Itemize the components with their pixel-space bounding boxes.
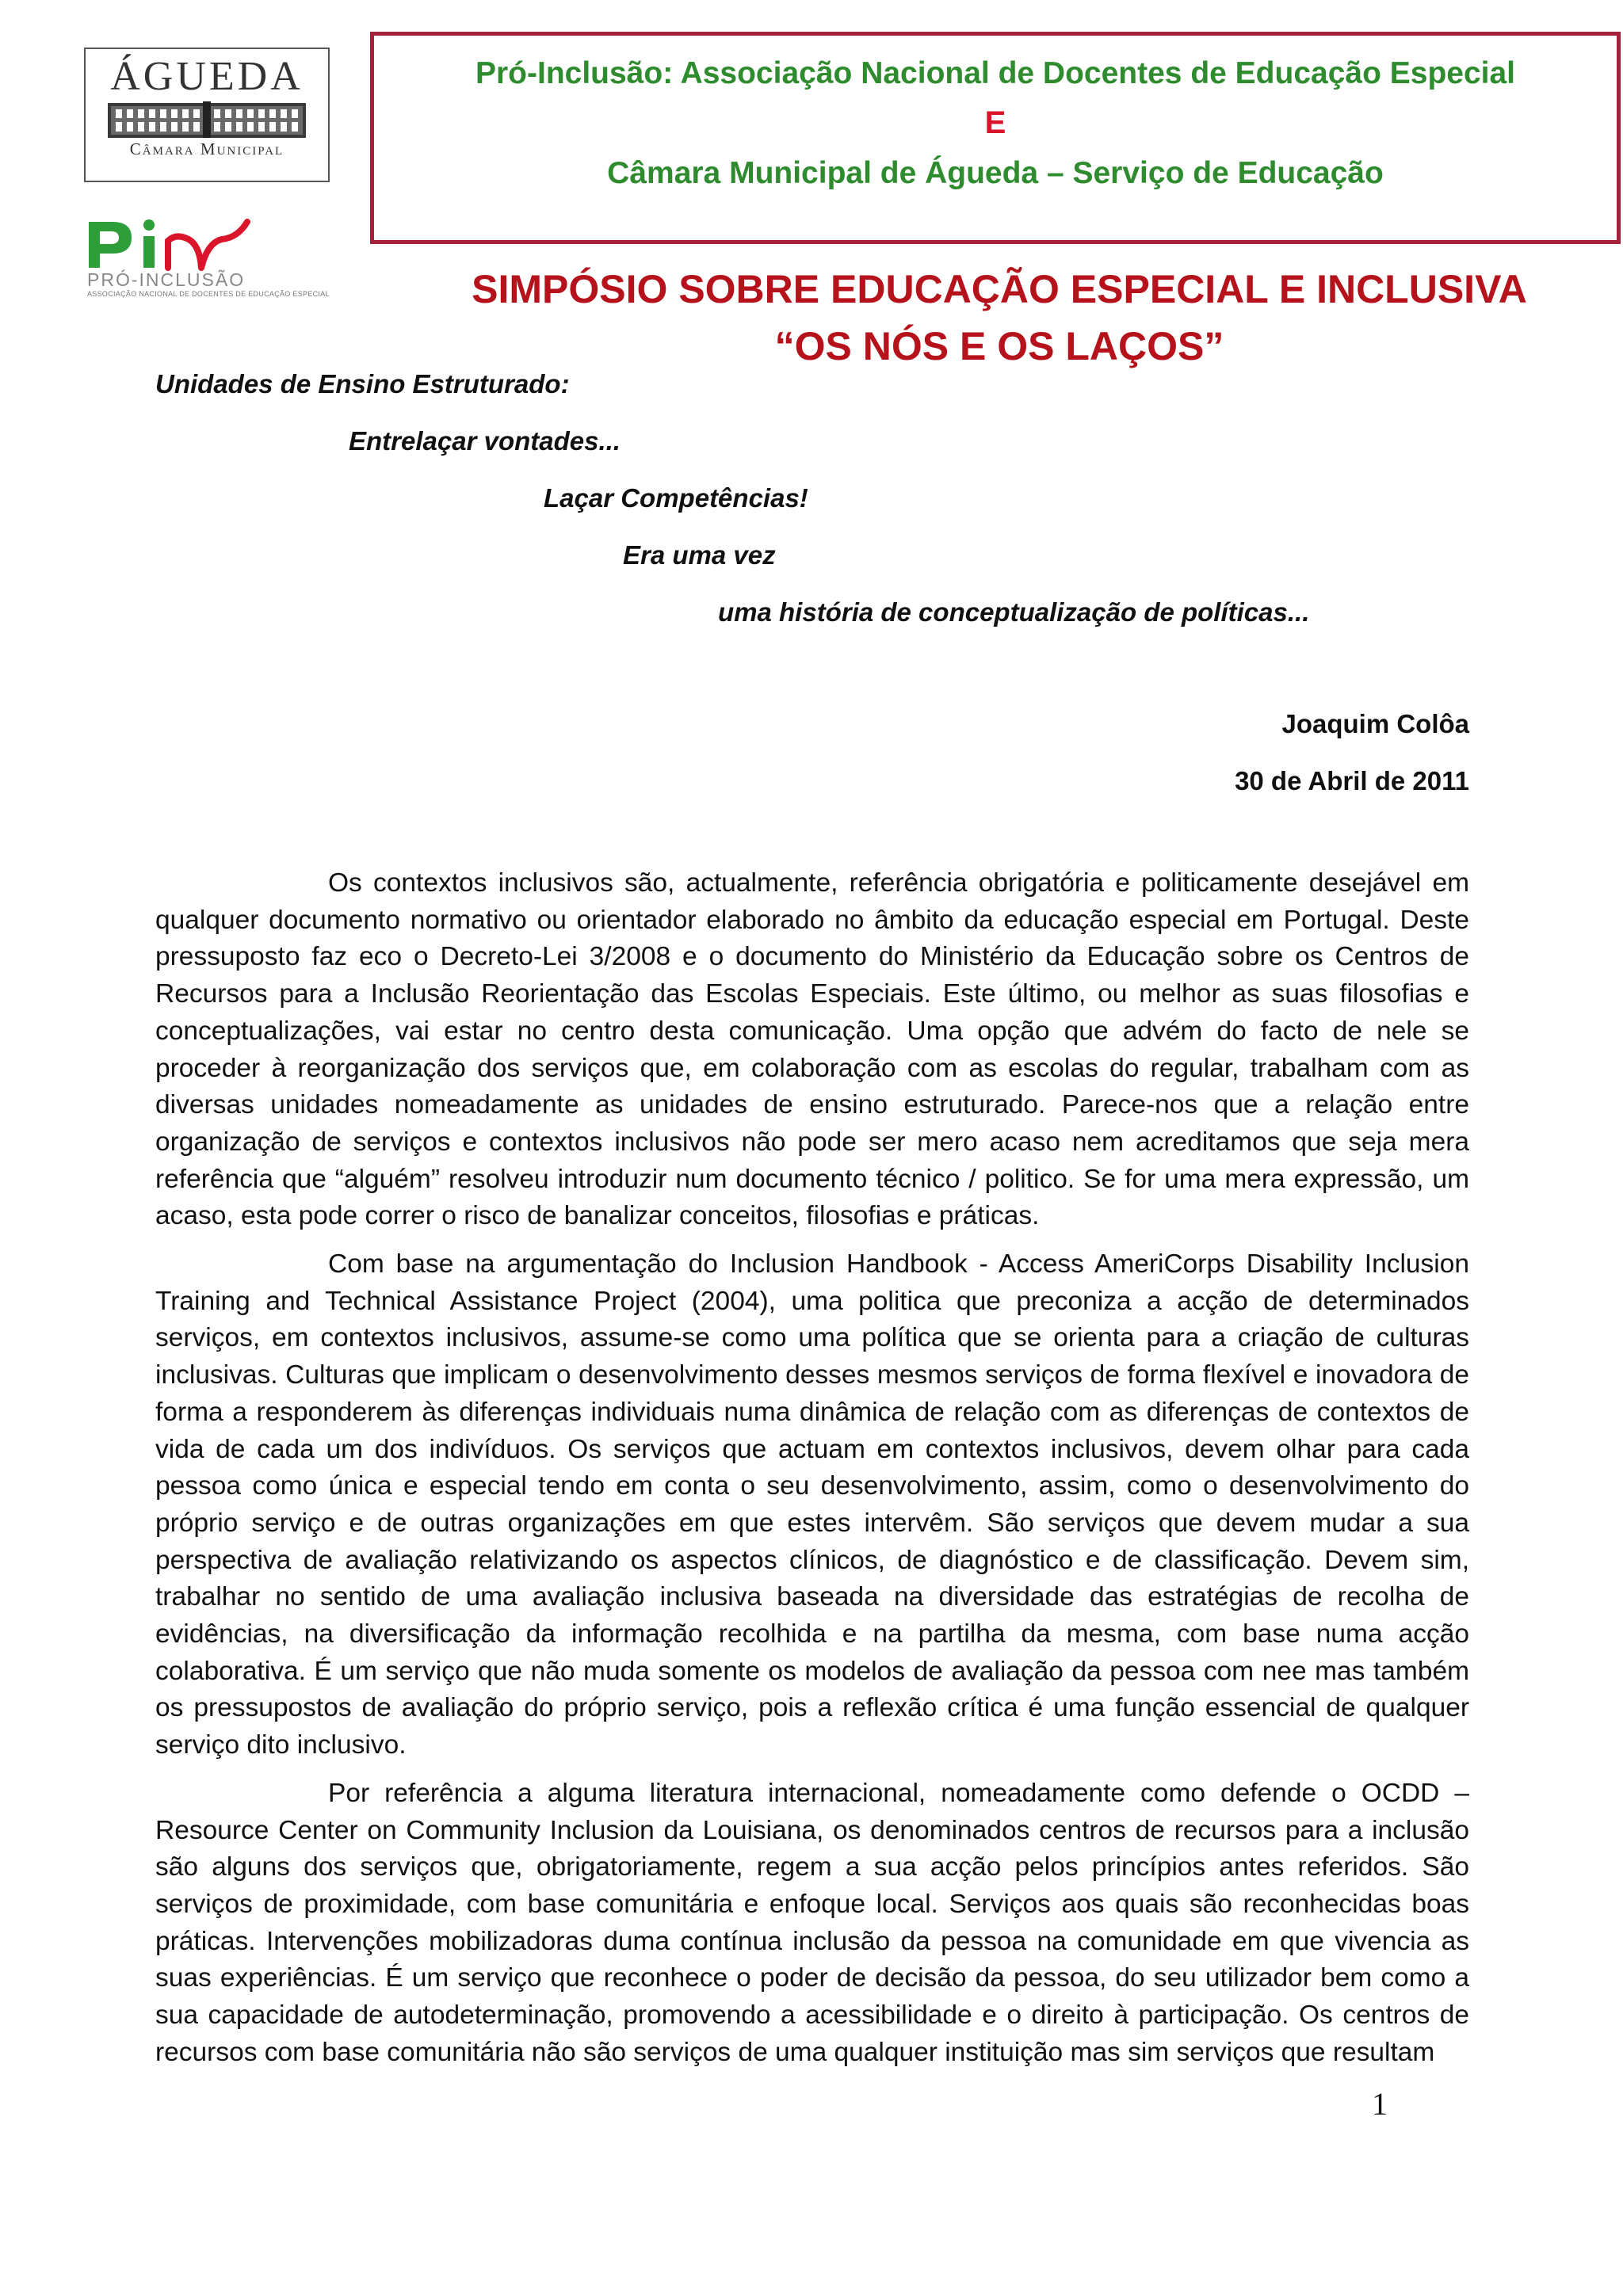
header-line-e: E: [984, 105, 1006, 140]
pro-inclusao-logo: [82, 215, 384, 303]
agueda-logo-name: ÁGUEDA: [110, 54, 304, 99]
header-line-pro-inclusao: Pró-Inclusão: Associação Nacional de Docentes de Educação Especial: [475, 56, 1516, 90]
poem-line-2: Entrelaçar vontades...: [349, 426, 621, 456]
symposium-title: SIMPÓSIO SOBRE EDUCAÇÃO ESPECIAL E INCLUSIVA: [472, 267, 1527, 311]
symposium-subtitle: “OS NÓS E OS LAÇOS”: [774, 324, 1224, 368]
paragraph: Por referência a alguma literatura internacional, nomeadamente como defende o OCDD – Resource Center on Community Inclusion da Louisiana, os denominados centros de recursos para a inclusão são alguns dos serviços que, obrigatoriamente, regem a sua acção pelos princípios antes referidos. São serviços de proximidade, com base comunitária e enfoque local. Serviços aos quais são reconhecidas boas práticas. Intervenções mobilizadoras duma contínua inclusão da pessoa na comunidade em que vivencia as suas experiências. É um serviço que reconhece o poder de decisão da pessoa, do seu utilizador bem como a sua capacidade de autodeterminação, promovendo a acessibilidade e o direito à participação. Os centros de recursos com base comunitária não são serviços de uma qualquer instituição mas sim serviços que resultam: [155, 1778, 1469, 2067]
paragraph: Com base na argumentação do Inclusion Handbook - Access AmeriCorps Disability Inclusion Training and Technical Assistance Project (2004), uma politica que preconiza a acção de determinados serviços, em contextos inclusivos, assume-se como uma política que se orienta para a criação de culturas inclusivas. Culturas que implicam o desenvolvimento desses mesmos serviços de forma flexível e inovadora de forma a responderem às diferenças individuais numa dinâmica de relação com as diferenças de contextos de vida de cada um dos indivíduos. Os serviços que actuam em contextos inclusivos, devem olhar para cada pessoa como única e especial tendo em conta o seu desenvolvimento, assim, como o desenvolvimento do próprio serviço e de outras organizações em que estes intervêm. São serviços que devem mudar a sua perspectiva de avaliação relativizando os aspectos clínicos, de diagnóstico e de classificação. Devem sim, trabalhar no sentido de uma avaliação inclusiva baseada na diversidade das estratégias de recolha de evidências, na diversificação da informação recolhida e na partilha da mesma, com base numa acção colaborativa. É um serviço que não muda somente os modelos de avaliação da pessoa com nee mas também os pressupostos de avaliação do próprio serviço, pois a reflexão crítica é uma função essencial de qualquer serviço dito inclusivo.: [155, 1249, 1469, 1760]
author-name: Joaquim Colôa: [1281, 709, 1469, 738]
paragraph: Os contextos inclusivos são, actualmente, referência obrigatória e politicamente desejável em qualquer documento normativo ou orientador elaborado no âmbito da educação especial em Portugal. Deste pressuposto faz eco o Decreto-Lei 3/2008 e o documento do Ministério da Educação sobre os Centros de Recursos para a Inclusão Reorientação das Escolas Especiais. Este último, ou melhor as suas filosofias e conceptualizações, vai estar no centro desta comunicação. Uma opção que advém do facto de nele se proceder à reorganização dos serviços que, em colaboração com as escolas do regular, trabalham com as diversas unidades nomeadamente as unidades de ensino estruturado. Parece-nos que a relação entre organização de serviços e contextos inclusivos não pode ser mero acaso nem acreditamos que seja mera referência que “alguém” resolveu introduzir num documento técnico / politico. Se for uma mera expressão, um acaso, esta pode correr o risco de banalizar conceitos, filosofias e práticas.: [155, 868, 1469, 1231]
poem-line-1: Unidades de Ensino Estruturado:: [155, 369, 570, 399]
pin-logo-mark-icon: [82, 215, 257, 273]
article-body: [155, 865, 1469, 2083]
agueda-municipality-logo: [84, 48, 330, 182]
poem-line-4: Era uma vez: [623, 540, 776, 570]
agueda-logo-subtitle: Câmara Municipal: [129, 139, 285, 158]
presentation-date: 30 de Abril de 2011: [1235, 766, 1469, 795]
organizers-header-box: [370, 32, 1621, 244]
header-line-camara: Câmara Municipal de Águeda – Serviço de Educação: [607, 156, 1384, 190]
poem-line-5: uma história de conceptualização de políticas...: [718, 597, 1310, 627]
pin-logo-name: PRÓ-INCLUSÃO: [87, 269, 246, 290]
pin-logo-subtitle: ASSOCIAÇÃO NACIONAL DE DOCENTES DE EDUCAÇÃO ESPECIAL: [87, 290, 330, 298]
page-number: 1: [1372, 2086, 1388, 2122]
town-hall-building-icon: [108, 101, 306, 139]
poem-line-3: Laçar Competências!: [544, 483, 808, 513]
